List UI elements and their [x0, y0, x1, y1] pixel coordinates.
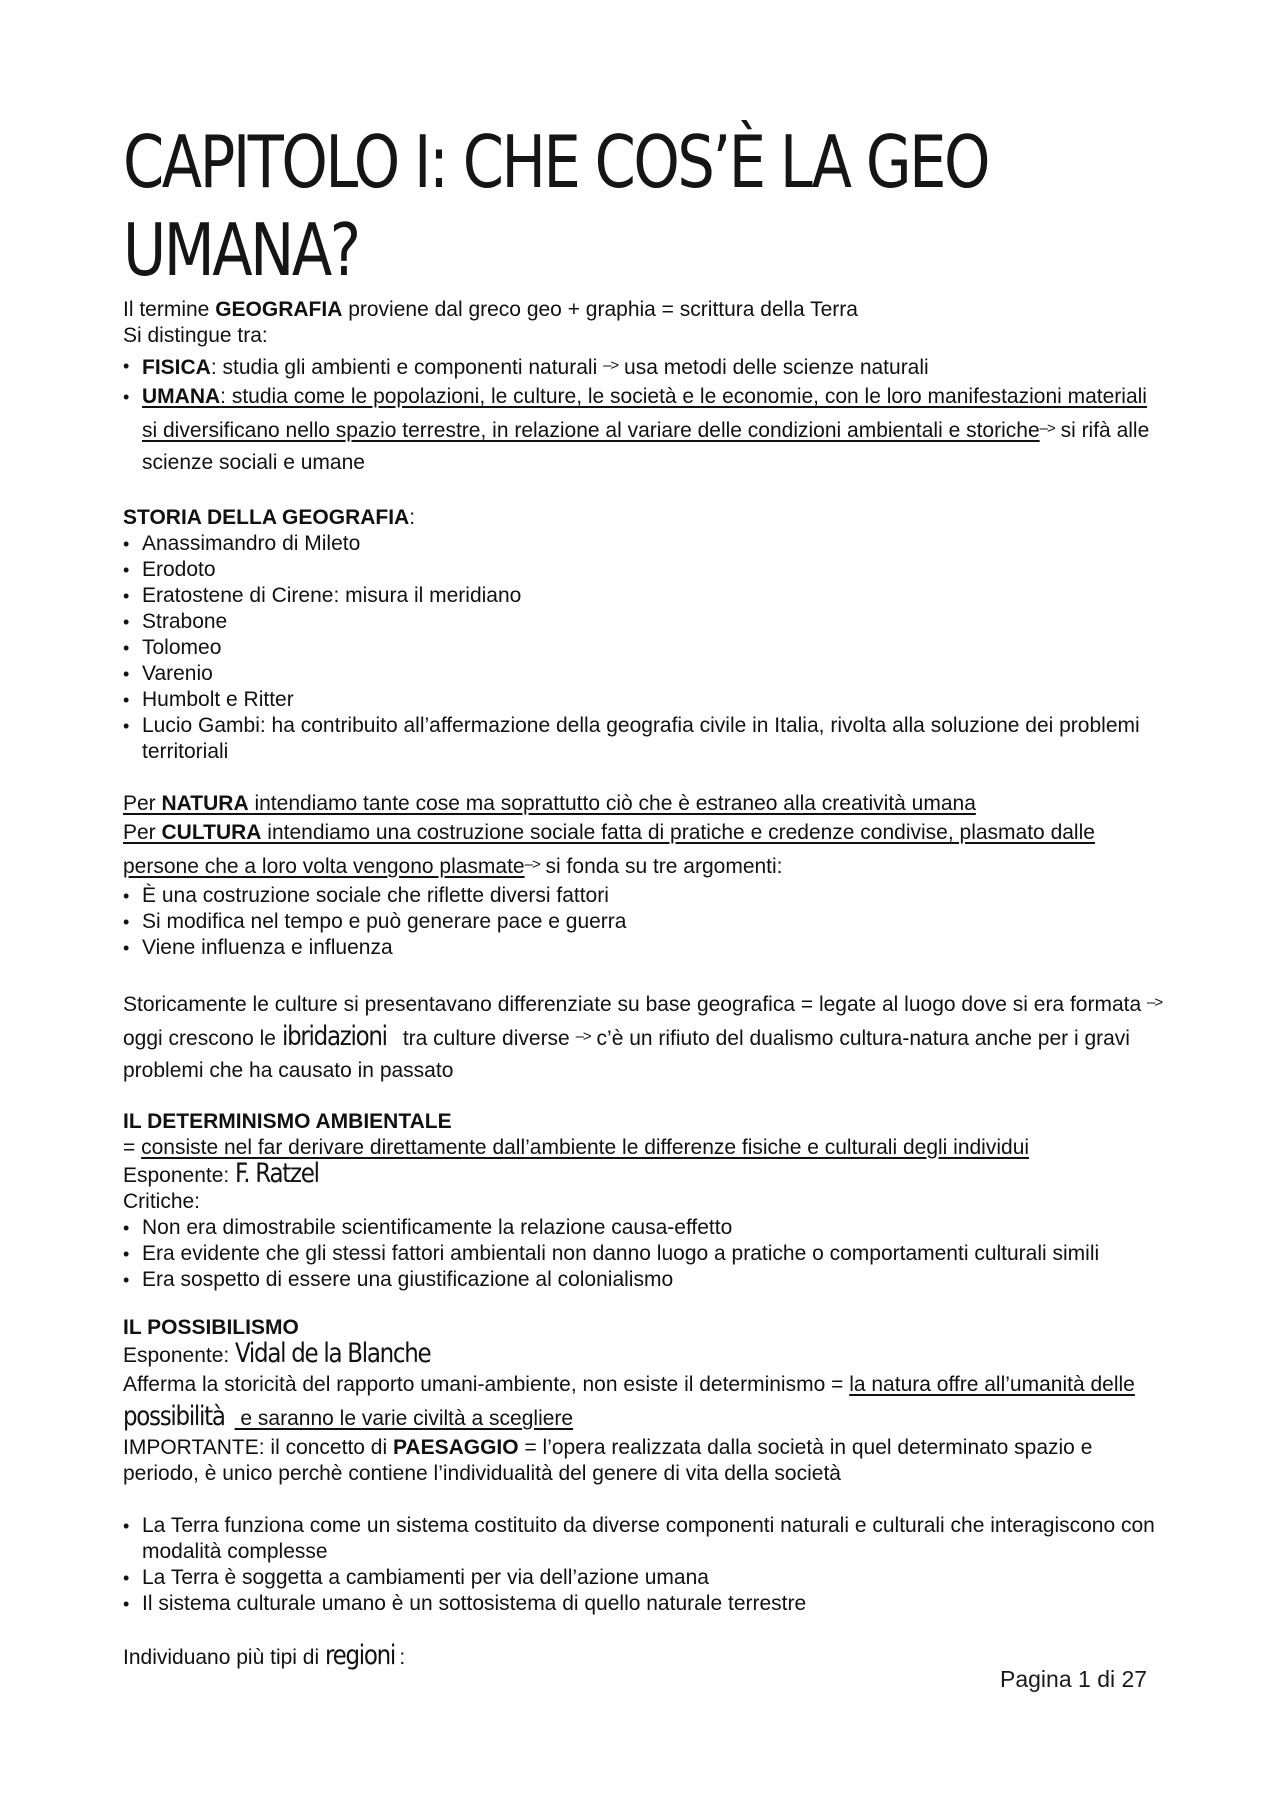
list-item: • La Terra è soggetta a cambiamenti per via dell’azione umana — [123, 1565, 1163, 1591]
arrow-symbol: –> — [524, 856, 540, 873]
list-item: • Varenio — [123, 661, 1163, 687]
section-heading-storia: STORIA DELLA GEOGRAFIA: — [123, 506, 416, 529]
section-heading-possibilismo: IL POSSIBILISMO — [123, 1316, 299, 1339]
list-item: • Viene influenza e influenza — [123, 935, 1163, 961]
section-heading-determinismo: IL DETERMINISMO AMBIENTALE — [123, 1110, 452, 1133]
intro-paragraph: Il termine GEOGRAFIA proviene dal greco geo + graphia = scrittura della Terra — [123, 298, 858, 321]
list-item: • Anassimandro di Mileto — [123, 531, 1163, 557]
arrow-symbol: –> — [603, 357, 619, 374]
natura-definition: Per NATURA intendiamo tante cose ma soprattutto ciò che è estraneo alla creatività umana — [123, 792, 976, 815]
list-item: • È una costruzione sociale che riflette diversi fattori — [123, 883, 1163, 909]
terra-list — [123, 1513, 1163, 1617]
list-item: • Era sospetto di essere una giustificazione al colonialismo — [123, 1267, 1163, 1293]
handwritten-word: regioni — [324, 1640, 396, 1671]
geografia-term: GEOGRAFIA — [215, 298, 343, 321]
critiche-list — [123, 1215, 1163, 1293]
handwritten-word: possibilità — [123, 1401, 225, 1432]
list-item-fisica: • FISICA: studia gli ambienti e componenti naturali –> usa metodi delle scienze naturali — [123, 353, 1163, 381]
handwritten-word: ibridazioni — [281, 1021, 387, 1052]
distinction-line: Si distingue tra: — [123, 324, 268, 347]
storicamente-paragraph: Storicamente le culture si presentavano differenziate su base geografica = legate al luogo dove si era formata –> oggi crescono le ibridazioni tra culture diverse –> c’è un rifiuto del dualismo cultura-natura anche per i gravi problemi che ha causato in passato — [123, 993, 1163, 1082]
esponente-line: Esponente: F. Ratzel — [123, 1158, 319, 1189]
importante-paragraph: IMPORTANTE: il concetto di PAESAGGIO = l’opera realizzata dalla società in quel determinato spazio e periodo, è unico perchè contiene l’individualità del genere di vita della società — [123, 1436, 1093, 1485]
determinismo-definition: = consiste nel far derivare direttamente dall’ambiente le differenze fisiche e culturali degli individui — [123, 1136, 1030, 1159]
arrow-symbol: –> — [1039, 420, 1055, 437]
list-item-umana: • UMANA: studia come le popolazioni, le culture, le società e le economie, con le loro manifestazioni materiali si diversificano nello spazio terrestre, in relazione al variare delle condizioni ambientali e storiche–> si rifà alle scienze sociali e umane — [123, 381, 1163, 479]
handwritten-name: F. Ratzel — [235, 1158, 319, 1189]
esponente-line: Esponente: Vidal de la Blanche — [123, 1338, 431, 1369]
cultura-definition: Per CULTURA intendiamo una costruzione sociale fatta di pratiche e credenze condivise, plasmato dalle persone che a loro volta vengono plasmate–> si fonda su tre argomenti: — [123, 821, 1095, 878]
page-title: CAPITOLO I: CHE COS’È LA GEO UMANA? — [123, 120, 989, 292]
list-item: • Tolomeo — [123, 635, 1163, 661]
critiche-label: Critiche: — [123, 1190, 201, 1213]
list-item: • Humbolt e Ritter — [123, 687, 1163, 713]
list-item: • Erodoto — [123, 557, 1163, 583]
list-item: • Il sistema culturale umano è un sottosistema di quello naturale terrestre — [123, 1591, 1163, 1617]
possibilismo-paragraph: Afferma la storicità del rapporto umani-ambiente, non esiste il determinismo = la natura offre all’umanità delle possibilità e saranno le varie civiltà a scegliere — [123, 1373, 1135, 1432]
arrow-symbol: –> — [1146, 994, 1163, 1011]
geo-types-list — [123, 353, 1163, 479]
document-body — [123, 297, 1163, 1671]
list-item: • Si modifica nel tempo e può generare pace e guerra — [123, 909, 1163, 935]
list-item: • Eratostene di Cirene: misura il meridiano — [123, 583, 1163, 609]
storia-list — [123, 531, 1163, 765]
cultura-list — [123, 883, 1163, 961]
arrow-symbol: –> — [575, 1028, 591, 1045]
list-item: • Strabone — [123, 609, 1163, 635]
list-item: • Lucio Gambi: ha contribuito all’affermazione della geografia civile in Italia, rivolta alla soluzione dei problemi territoriali — [123, 713, 1163, 765]
regioni-line: Individuano più tipi di regioni : — [123, 1640, 406, 1671]
handwritten-name: Vidal de la Blanche — [235, 1338, 431, 1369]
list-item: • Era evidente che gli stessi fattori ambientali non danno luogo a pratiche o comportamenti culturali simili — [123, 1241, 1163, 1267]
page-number: Pagina 1 di 27 — [1000, 1666, 1148, 1692]
list-item: • La Terra funziona come un sistema costituito da diverse componenti naturali e culturali che interagiscono con modalità complesse — [123, 1513, 1163, 1565]
list-item: • Non era dimostrabile scientificamente la relazione causa-effetto — [123, 1215, 1163, 1241]
